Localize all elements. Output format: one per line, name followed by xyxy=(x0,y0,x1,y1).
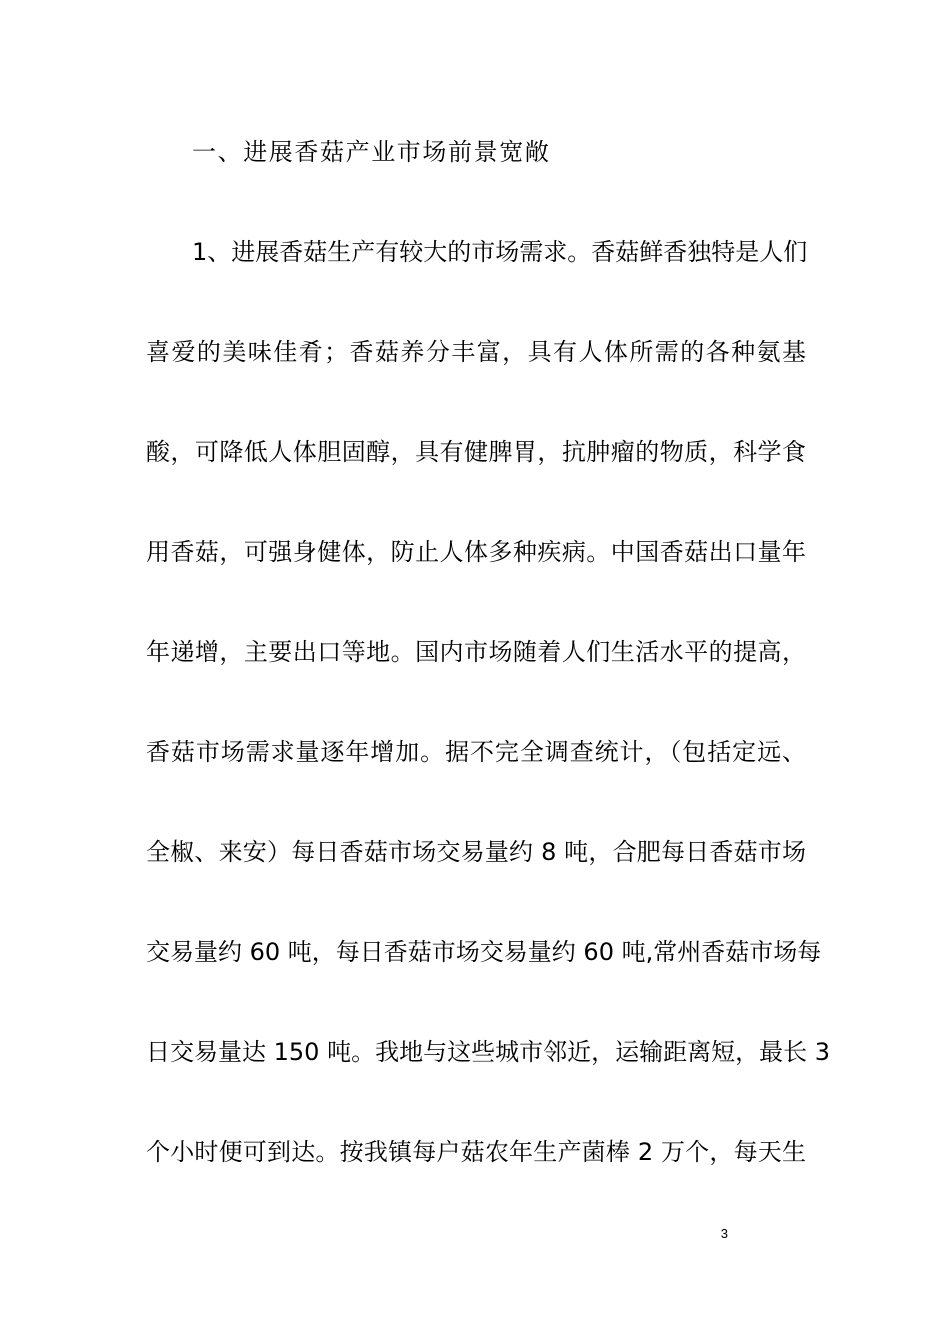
paragraph-line-10: 个小时便可到达。按我镇每户菇农年生产菌棒 2 万个，每天生 xyxy=(146,1138,806,1166)
paragraph-line-7: 全椒、来安）每日香菇市场交易量约 8 吨，合肥每日香菇市场 xyxy=(146,838,806,866)
paragraph-line-2: 喜爱的美味佳肴；香菇养分丰富，具有人体所需的各种氨基 xyxy=(146,338,806,366)
paragraph-line-4: 用香菇，可强身健体，防止人体多种疾病。中国香菇出口量年 xyxy=(146,538,806,566)
section-heading: 一、进展香菇产业市场前景宽敞 xyxy=(192,138,551,166)
paragraph-line-8: 交易量约 60 吨，每日香菇市场交易量约 60 吨,常州香菇市场每 xyxy=(146,938,822,966)
paragraph-line-1: 1、进展香菇生产有较大的市场需求。香菇鲜香独特是人们 xyxy=(192,238,808,266)
page-number: 3 xyxy=(720,1226,728,1241)
paragraph-line-9: 日交易量达 150 吨。我地与这些城市邻近，运输距离短，最长 3 xyxy=(146,1038,830,1066)
paragraph-line-3: 酸，可降低人体胆固醇，具有健脾胃，抗肿瘤的物质，科学食 xyxy=(146,438,806,466)
paragraph-line-5: 年递增，主要出口等地。国内市场随着人们生活水平的提高， xyxy=(146,638,806,666)
paragraph-line-6: 香菇市场需求量逐年增加。据不完全调查统计，（包括定远、 xyxy=(146,738,806,766)
